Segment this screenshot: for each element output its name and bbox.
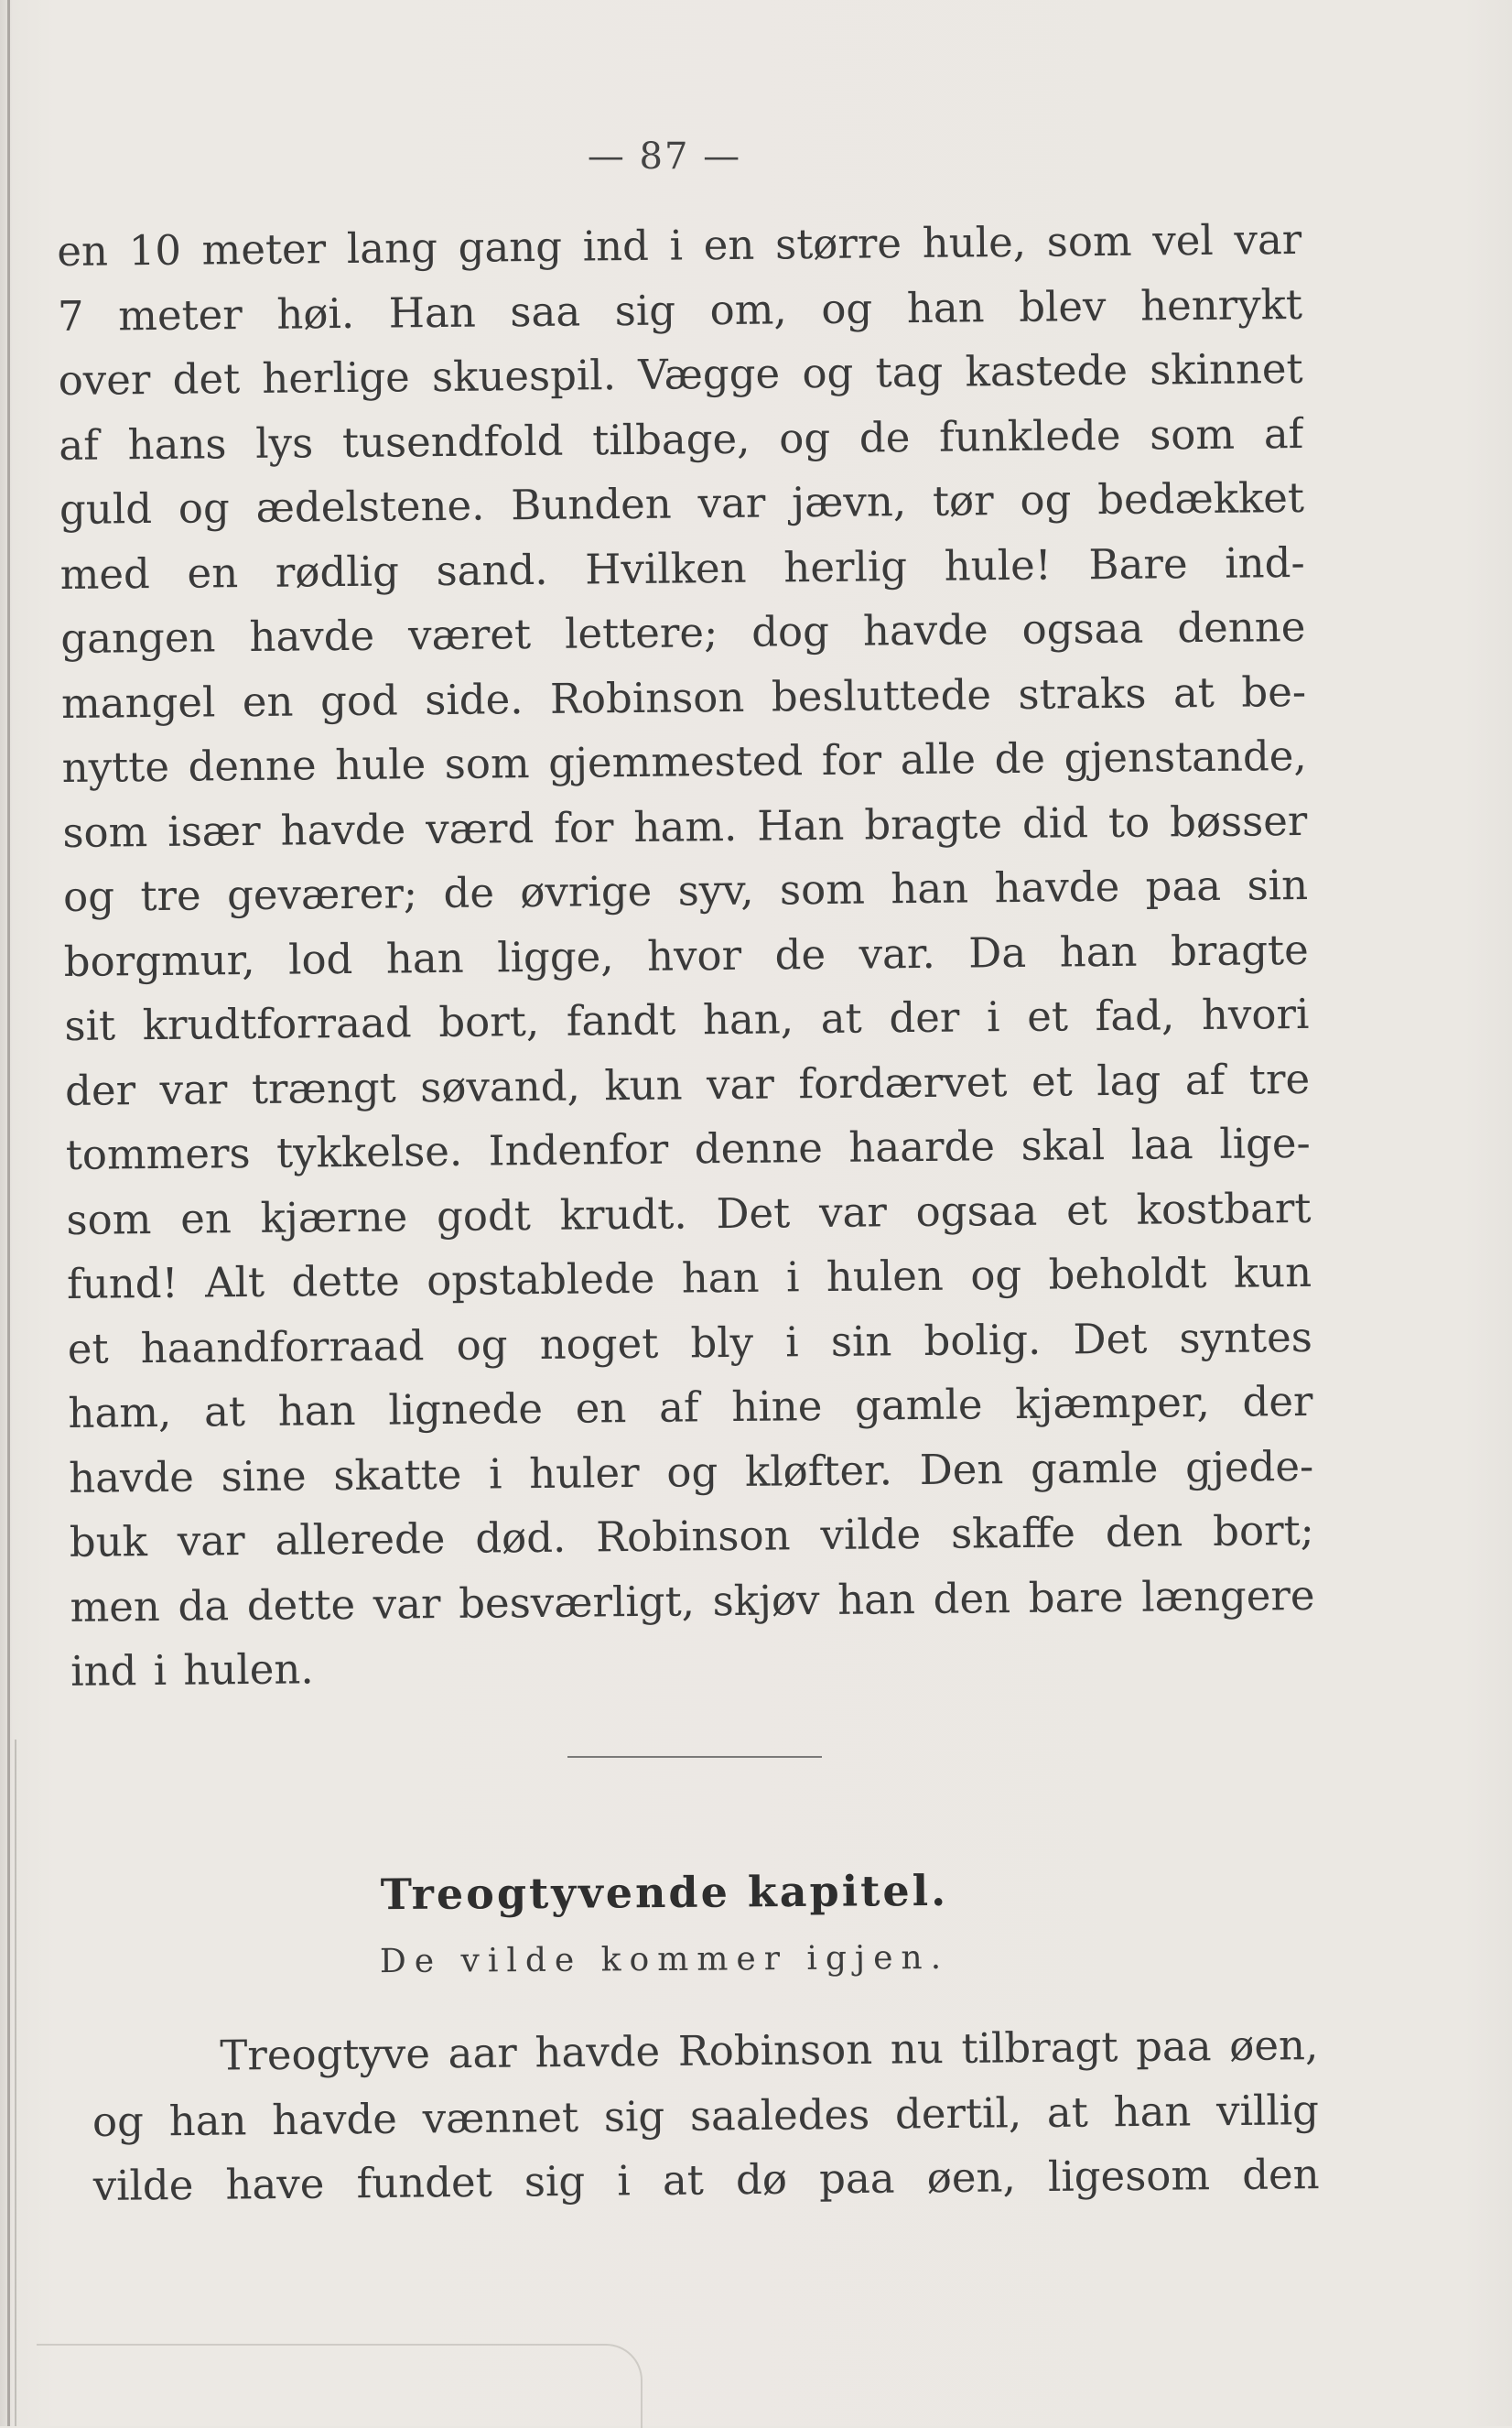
page-fold-mark	[37, 2344, 643, 2428]
text-line: en 10 meter lang gang ind i en større hule, som vel var	[57, 214, 1302, 276]
page-edge-shadow	[7, 0, 10, 2426]
text-line: ind i hulen.	[70, 1644, 314, 1696]
text-line: et haandforraad og noget bly i sin bolig. Det syntes	[67, 1312, 1313, 1373]
text-line: nytte denne hule som gjemmested for alle de gjenstande,	[61, 731, 1307, 792]
text-line: sit krudtforraad bort, fandt han, at der i et fad, hvori	[64, 989, 1310, 1050]
text-line: ham, at han lignede en af hine gamle kjæmper, der	[68, 1376, 1313, 1437]
text-line: mangel en god side. Robinson besluttede straks at be-	[60, 667, 1307, 728]
text-line: gangen havde været lettere; dog havde ogsaa denne	[60, 602, 1306, 663]
page-number: — 87 —	[587, 135, 742, 178]
page-edge-shadow-lower	[15, 1740, 16, 2426]
text-line: tommers tykkelse. Indenfor denne haarde skal laa lige-	[65, 1118, 1311, 1179]
text-line: og tre geværer; de øvrige syv, som han havde paa sin	[62, 860, 1309, 921]
text-line: havde sine skatte i huler og kløfter. Den gamle gjede-	[68, 1441, 1314, 1502]
text-line: borgmur, lod han ligge, hvor de var. Da han bragte	[63, 925, 1309, 986]
text-line: og han havde vænnet sig saaledes dertil, at han villig	[92, 2085, 1320, 2146]
text-line: fund! Alt dette opstablede han i hulen og beholdt kun	[66, 1247, 1312, 1308]
text-line: buk var allerede død. Robinson vilde skaffe den bort;	[69, 1505, 1315, 1566]
chapter-subtitle: De vilde kommer igjen.	[379, 1938, 950, 1981]
chapter-title: Treogtyvende kapitel.	[380, 1865, 949, 1920]
text-line: 7 meter høi. Han saa sig om, og han blev henrykt	[57, 279, 1303, 341]
text-line: som en kjærne godt krudt. Det var ogsaa et kostbart	[66, 1183, 1312, 1244]
text-line: som især havde værd for ham. Han bragte did to bøsser	[62, 796, 1308, 857]
text-line: over det herlige skuespil. Vægge og tag kastede skinnet	[58, 343, 1303, 405]
text-line: af hans lys tusendfold tilbage, og de funklede som af	[59, 408, 1304, 470]
text-line: med en rødlig sand. Hvilken herlig hule! Bare ind-	[59, 537, 1305, 599]
text-line: Treogtyve aar havde Robinson nu tilbragt paa øen,	[220, 2021, 1319, 2080]
text-line: guld og ædelstene. Bunden var jævn, tør og bedækket	[59, 472, 1305, 534]
text-line: men da dette var besværligt, skjøv han den bare længere	[70, 1570, 1315, 1631]
text-line: vilde have fundet sig i at dø paa øen, ligesom den	[92, 2150, 1320, 2210]
chapter-opening-paragraph	[92, 2013, 1320, 2218]
text-line: der var trængt søvand, kun var fordærvet et lag af tre	[64, 1054, 1311, 1115]
paragraph-continuation	[57, 208, 1316, 1704]
section-divider	[567, 1756, 822, 1758]
